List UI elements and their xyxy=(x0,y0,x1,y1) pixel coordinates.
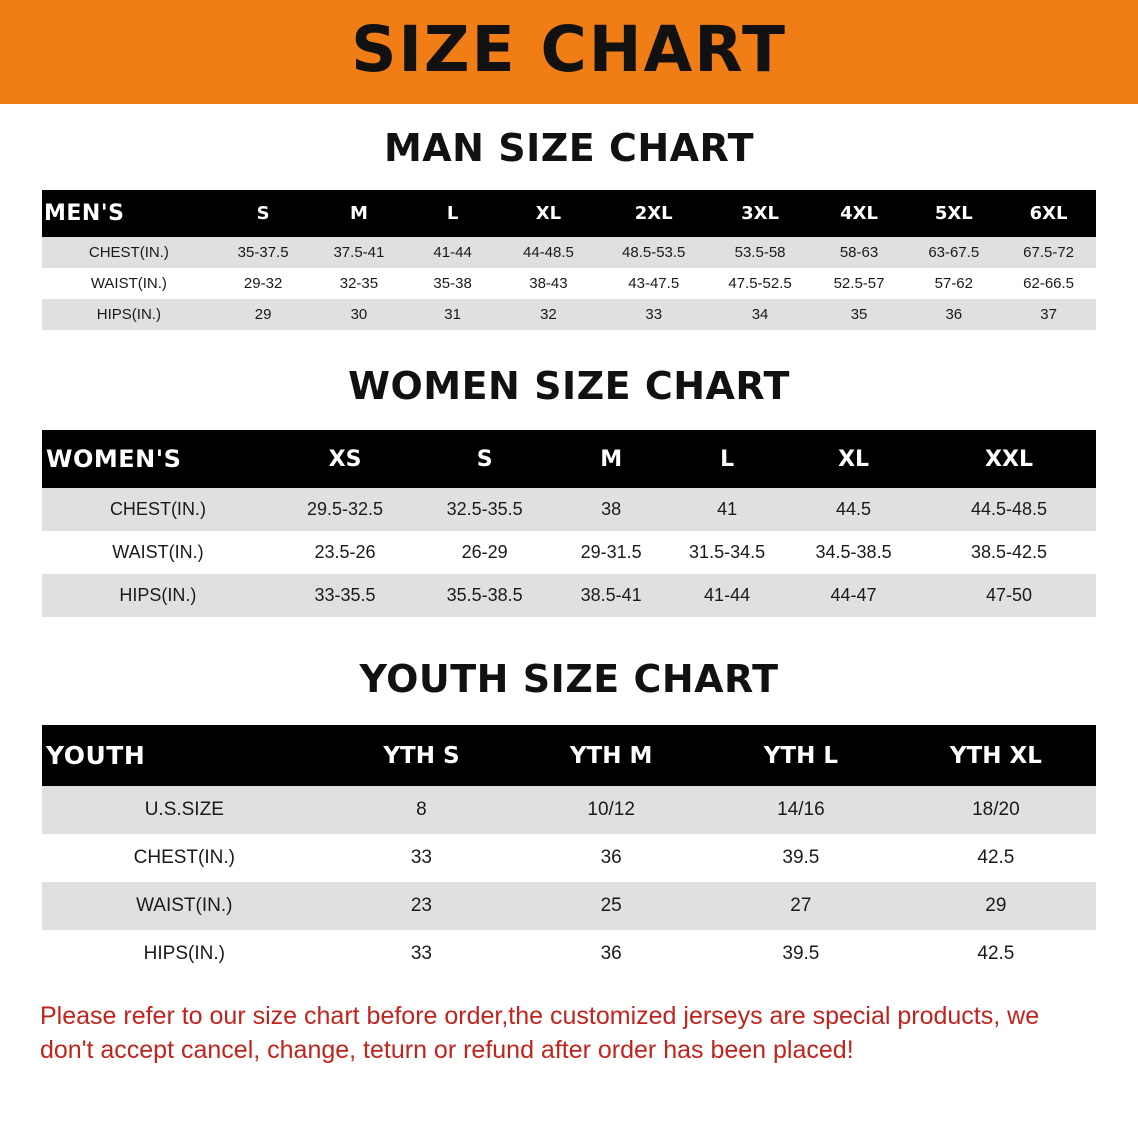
cell: 35-38 xyxy=(407,268,498,299)
row-label-chest: CHEST(IN.) xyxy=(42,488,274,531)
cell: 41 xyxy=(669,488,785,531)
col-header-3xl: 3XL xyxy=(708,190,811,237)
table-row xyxy=(42,786,1096,834)
cell: 30 xyxy=(310,299,407,330)
cell: 57-62 xyxy=(906,268,1001,299)
man-size-table xyxy=(42,190,1096,330)
cell: 8 xyxy=(327,786,517,834)
cell: 62-66.5 xyxy=(1001,268,1096,299)
cell: 44.5-48.5 xyxy=(922,488,1096,531)
cell: 35.5-38.5 xyxy=(416,574,553,617)
table-header-row xyxy=(42,430,1096,488)
cell: 32 xyxy=(498,299,599,330)
row-label-hips: HIPS(IN.) xyxy=(42,930,327,978)
cell: 26-29 xyxy=(416,531,553,574)
table-header-row xyxy=(42,190,1096,237)
cell: 38 xyxy=(553,488,669,531)
table-header-row xyxy=(42,725,1096,786)
youth-size-table-wrapper xyxy=(42,725,1096,978)
row-label-chest: CHEST(IN.) xyxy=(42,237,216,268)
cell: 39.5 xyxy=(706,834,896,882)
col-header-womens: WOMEN'S xyxy=(42,430,274,488)
page-title: SIZE CHART xyxy=(351,12,787,86)
cell: 25 xyxy=(516,882,706,930)
table-row xyxy=(42,574,1096,617)
cell: 33 xyxy=(327,930,517,978)
cell: 29 xyxy=(216,299,311,330)
cell: 38.5-42.5 xyxy=(922,531,1096,574)
man-section-title: MAN SIZE CHART xyxy=(383,126,755,170)
col-header-2xl: 2XL xyxy=(599,190,709,237)
cell: 36 xyxy=(516,834,706,882)
cell: 58-63 xyxy=(812,237,907,268)
col-header-yth-s: YTH S xyxy=(327,725,517,786)
cell: 42.5 xyxy=(896,930,1096,978)
youth-section-title: YOUTH SIZE CHART xyxy=(359,657,779,701)
cell: 34 xyxy=(708,299,811,330)
table-row xyxy=(42,268,1096,299)
cell: 32-35 xyxy=(310,268,407,299)
cell: 38-43 xyxy=(498,268,599,299)
cell: 44-47 xyxy=(785,574,922,617)
table-row xyxy=(42,237,1096,268)
col-header-xl: XL xyxy=(498,190,599,237)
cell: 23 xyxy=(327,882,517,930)
col-header-l: L xyxy=(669,430,785,488)
table-row xyxy=(42,299,1096,330)
row-label-chest: CHEST(IN.) xyxy=(42,834,327,882)
col-header-m: M xyxy=(553,430,669,488)
col-header-xl: XL xyxy=(785,430,922,488)
cell: 41-44 xyxy=(407,237,498,268)
cell: 38.5-41 xyxy=(553,574,669,617)
size-chart-banner xyxy=(0,0,1138,104)
cell: 35-37.5 xyxy=(216,237,311,268)
cell: 33 xyxy=(327,834,517,882)
cell: 27 xyxy=(706,882,896,930)
cell: 31 xyxy=(407,299,498,330)
cell: 33-35.5 xyxy=(274,574,416,617)
cell: 48.5-53.5 xyxy=(599,237,709,268)
cell: 63-67.5 xyxy=(906,237,1001,268)
cell: 18/20 xyxy=(896,786,1096,834)
cell: 44.5 xyxy=(785,488,922,531)
cell: 10/12 xyxy=(516,786,706,834)
table-row xyxy=(42,531,1096,574)
col-header-yth-xl: YTH XL xyxy=(896,725,1096,786)
women-section-title: WOMEN SIZE CHART xyxy=(348,364,790,408)
col-header-6xl: 6XL xyxy=(1001,190,1096,237)
women-size-table xyxy=(42,430,1096,617)
cell: 47-50 xyxy=(922,574,1096,617)
col-header-m: M xyxy=(310,190,407,237)
cell: 41-44 xyxy=(669,574,785,617)
cell: 67.5-72 xyxy=(1001,237,1096,268)
table-row xyxy=(42,488,1096,531)
col-header-5xl: 5XL xyxy=(906,190,1001,237)
cell: 34.5-38.5 xyxy=(785,531,922,574)
cell: 36 xyxy=(906,299,1001,330)
youth-size-table xyxy=(42,725,1096,978)
col-header-yth-l: YTH L xyxy=(706,725,896,786)
cell: 29.5-32.5 xyxy=(274,488,416,531)
cell: 37.5-41 xyxy=(310,237,407,268)
cell: 29-31.5 xyxy=(553,531,669,574)
cell: 53.5-58 xyxy=(708,237,811,268)
cell: 35 xyxy=(812,299,907,330)
col-header-4xl: 4XL xyxy=(812,190,907,237)
cell: 43-47.5 xyxy=(599,268,709,299)
col-header-xs: XS xyxy=(274,430,416,488)
row-label-hips: HIPS(IN.) xyxy=(42,574,274,617)
col-header-s: S xyxy=(216,190,311,237)
cell: 14/16 xyxy=(706,786,896,834)
cell: 52.5-57 xyxy=(812,268,907,299)
col-header-yth-m: YTH M xyxy=(516,725,706,786)
women-size-table-wrapper xyxy=(42,430,1096,617)
cell: 36 xyxy=(516,930,706,978)
table-row xyxy=(42,834,1096,882)
col-header-xxl: XXL xyxy=(922,430,1096,488)
order-policy-note: Please refer to our size chart before order,the customized jerseys are special products, we don't accept cancel, change, teturn or refund after order has been placed! xyxy=(40,1002,1040,1064)
cell: 39.5 xyxy=(706,930,896,978)
cell: 23.5-26 xyxy=(274,531,416,574)
cell: 31.5-34.5 xyxy=(669,531,785,574)
cell: 29 xyxy=(896,882,1096,930)
cell: 32.5-35.5 xyxy=(416,488,553,531)
cell: 44-48.5 xyxy=(498,237,599,268)
cell: 47.5-52.5 xyxy=(708,268,811,299)
table-row xyxy=(42,930,1096,978)
cell: 29-32 xyxy=(216,268,311,299)
cell: 42.5 xyxy=(896,834,1096,882)
table-row xyxy=(42,882,1096,930)
row-label-us-size: U.S.SIZE xyxy=(42,786,327,834)
cell: 33 xyxy=(599,299,709,330)
row-label-hips: HIPS(IN.) xyxy=(42,299,216,330)
row-label-waist: WAIST(IN.) xyxy=(42,882,327,930)
man-size-table-wrapper xyxy=(42,190,1096,330)
col-header-mens: MEN'S xyxy=(42,190,216,237)
col-header-youth: YOUTH xyxy=(42,725,327,786)
col-header-l: L xyxy=(407,190,498,237)
row-label-waist: WAIST(IN.) xyxy=(42,268,216,299)
row-label-waist: WAIST(IN.) xyxy=(42,531,274,574)
col-header-s: S xyxy=(416,430,553,488)
cell: 37 xyxy=(1001,299,1096,330)
